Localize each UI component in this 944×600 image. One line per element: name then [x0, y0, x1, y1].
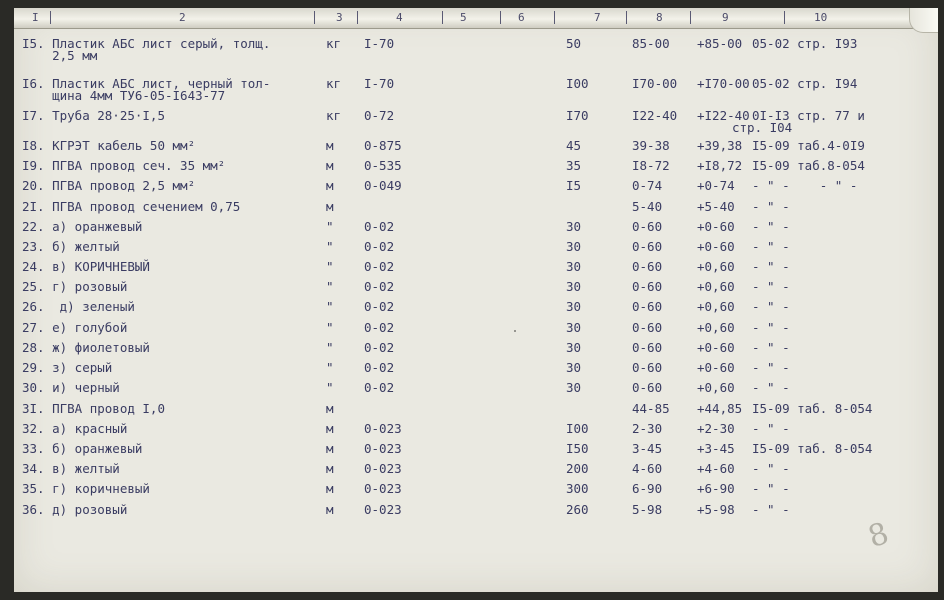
column-divider — [690, 11, 691, 24]
column-header: 8 — [656, 11, 663, 24]
item-quantity: 30 — [566, 340, 582, 355]
item-reference: - " - — [752, 502, 790, 517]
item-reference: - " - — [752, 461, 790, 476]
item-reference: - " - — [752, 421, 790, 436]
column-divider — [314, 11, 315, 24]
item-norm: 0-023 — [364, 502, 402, 517]
item-price: 44-85 — [632, 401, 670, 416]
item-sum: +85-00 — [697, 36, 743, 51]
item-price: 0-60 — [632, 299, 663, 314]
column-header: 9 — [722, 11, 729, 24]
item-unit: " — [326, 360, 334, 375]
item-unit: " — [326, 340, 334, 355]
item-sum: +0-60 — [697, 340, 735, 355]
item-name: 36. д) розовый — [22, 502, 128, 517]
item-reference: - " - — [752, 320, 790, 335]
item-unit: " — [326, 259, 334, 274]
item-price: 0-60 — [632, 219, 663, 234]
item-sum: +0-60 — [697, 239, 735, 254]
item-reference: I5-09 таб. 8-054 — [752, 441, 873, 456]
column-divider — [626, 11, 627, 24]
item-sum: +0,60 — [697, 320, 735, 335]
header-strip — [14, 8, 938, 29]
item-price: 0-60 — [632, 360, 663, 375]
item-unit: " — [326, 219, 334, 234]
item-norm: 0-02 — [364, 299, 395, 314]
column-divider — [784, 11, 785, 24]
item-norm: 0-02 — [364, 279, 395, 294]
item-sum: +0-60 — [697, 219, 735, 234]
item-quantity: 30 — [566, 219, 582, 234]
item-sum: +5-98 — [697, 502, 735, 517]
item-name: 23. б) желтый — [22, 239, 120, 254]
column-header: 6 — [518, 11, 525, 24]
item-unit: м — [326, 138, 334, 153]
document-sheet — [14, 8, 938, 592]
item-sum: +I70-00 — [697, 76, 750, 91]
column-header: 2 — [179, 11, 186, 24]
item-sum: +0,60 — [697, 380, 735, 395]
item-reference: I5-09 таб.4-0I9 — [752, 138, 865, 153]
item-name: 2I. ПГВА провод сечением 0,75 — [22, 199, 241, 214]
item-reference: - " - — [752, 199, 790, 214]
item-norm: 0-023 — [364, 481, 402, 496]
item-price: 0-60 — [632, 340, 663, 355]
item-name: 29. з) серый — [22, 360, 113, 375]
item-reference: - " - — [752, 239, 790, 254]
item-quantity: I5 — [566, 178, 582, 193]
item-unit: м — [326, 461, 334, 476]
item-norm: 0-02 — [364, 380, 395, 395]
item-norm: 0-875 — [364, 138, 402, 153]
item-quantity: 200 — [566, 461, 589, 476]
column-header: 5 — [460, 11, 467, 24]
item-norm: 0-02 — [364, 340, 395, 355]
item-unit: м — [326, 158, 334, 173]
item-name: 26. д) зеленый — [22, 299, 135, 314]
item-norm: 0-02 — [364, 239, 395, 254]
item-price: 6-90 — [632, 481, 663, 496]
item-unit: кг — [326, 36, 342, 51]
item-sum: +0,60 — [697, 299, 735, 314]
item-unit: м — [326, 441, 334, 456]
item-price: 0-60 — [632, 320, 663, 335]
item-price: 3-45 — [632, 441, 663, 456]
item-quantity: 30 — [566, 380, 582, 395]
item-name: 24. в) КОРИЧНЕВЫЙ — [22, 259, 150, 274]
item-quantity: 30 — [566, 259, 582, 274]
item-quantity: 50 — [566, 36, 582, 51]
column-divider — [554, 11, 555, 24]
item-price: I8-72 — [632, 158, 670, 173]
item-quantity: I00 — [566, 421, 589, 436]
item-sum: +0-74 — [697, 178, 735, 193]
item-norm: 0-02 — [364, 320, 395, 335]
item-name: 22. а) оранжевый — [22, 219, 143, 234]
item-reference: 05-02 стр. I94 — [752, 76, 858, 91]
column-divider — [357, 11, 358, 24]
item-sum: +0,60 — [697, 259, 735, 274]
item-quantity: 30 — [566, 360, 582, 375]
item-sum: +0,60 — [697, 279, 735, 294]
item-quantity: I00 — [566, 76, 589, 91]
item-norm: 0-02 — [364, 259, 395, 274]
item-name-continuation: щина 4мм ТУ6-05-I643-77 — [22, 88, 226, 103]
item-norm: 0-049 — [364, 178, 402, 193]
item-price: 5-98 — [632, 502, 663, 517]
item-norm: 0-023 — [364, 421, 402, 436]
column-divider — [50, 11, 51, 24]
item-name: 3I. ПГВА провод I,0 — [22, 401, 165, 416]
item-quantity: 30 — [566, 320, 582, 335]
item-unit: м — [326, 502, 334, 517]
item-price: 85-00 — [632, 36, 670, 51]
item-quantity: 300 — [566, 481, 589, 496]
item-price: 2-30 — [632, 421, 663, 436]
item-reference: - " - — [752, 219, 790, 234]
item-sum: +0-60 — [697, 360, 735, 375]
column-header: 10 — [814, 11, 828, 24]
item-name: 35. г) коричневый — [22, 481, 150, 496]
item-unit: кг — [326, 76, 342, 91]
item-norm: 0-72 — [364, 108, 395, 123]
item-sum: +2-30 — [697, 421, 735, 436]
item-price: 0-60 — [632, 259, 663, 274]
item-reference: - " - — [752, 481, 790, 496]
item-quantity: 30 — [566, 299, 582, 314]
paper-speck — [514, 330, 516, 332]
item-reference: I5-09 таб. 8-054 — [752, 401, 873, 416]
item-sum: +44,85 — [697, 401, 743, 416]
item-quantity: 35 — [566, 158, 582, 173]
item-reference: - " - — [752, 340, 790, 355]
item-reference: - " - - " - — [752, 178, 858, 193]
column-header: 3 — [336, 11, 343, 24]
item-price: 0-60 — [632, 239, 663, 254]
item-unit: м — [326, 401, 334, 416]
item-norm: 0-023 — [364, 461, 402, 476]
item-sum: +5-40 — [697, 199, 735, 214]
item-name: 28. ж) фиолетовый — [22, 340, 150, 355]
item-reference-continuation: стр. I04 — [732, 120, 793, 135]
column-header: I — [32, 11, 39, 24]
item-sum: +6-90 — [697, 481, 735, 496]
item-price: 4-60 — [632, 461, 663, 476]
item-sum: +3-45 — [697, 441, 735, 456]
column-header: 7 — [594, 11, 601, 24]
item-unit: кг — [326, 108, 342, 123]
item-norm: I-70 — [364, 36, 395, 51]
item-unit: " — [326, 279, 334, 294]
item-name: 27. е) голубой — [22, 320, 128, 335]
column-header: 4 — [396, 11, 403, 24]
item-name: 25. г) розовый — [22, 279, 128, 294]
item-quantity: 30 — [566, 279, 582, 294]
item-unit: м — [326, 199, 334, 214]
item-quantity: I70 — [566, 108, 589, 123]
item-sum: +39,38 — [697, 138, 743, 153]
item-unit: " — [326, 299, 334, 314]
margin-mark: 8 — [864, 515, 894, 556]
item-name: 30. и) черный — [22, 380, 120, 395]
item-name: 33. б) оранжевый — [22, 441, 143, 456]
item-quantity: 45 — [566, 138, 582, 153]
item-name-continuation: 2,5 мм — [22, 48, 98, 63]
item-norm: 0-02 — [364, 219, 395, 234]
item-price: 39-38 — [632, 138, 670, 153]
item-reference: 05-02 стр. I93 — [752, 36, 858, 51]
item-norm: 0-023 — [364, 441, 402, 456]
item-name: I5. Пластик АБС лист серый, толщ. — [22, 36, 271, 51]
item-unit: " — [326, 380, 334, 395]
item-unit: м — [326, 481, 334, 496]
item-reference: - " - — [752, 360, 790, 375]
item-sum: +4-60 — [697, 461, 735, 476]
item-unit: " — [326, 239, 334, 254]
column-divider — [500, 11, 501, 24]
item-norm: 0-02 — [364, 360, 395, 375]
item-unit: " — [326, 320, 334, 335]
item-sum: +I22-40 — [697, 108, 750, 123]
item-name: I6. Пластик АБС лист, черный тол- — [22, 76, 271, 91]
item-reference: 0I-I3 стр. 77 и — [752, 108, 865, 123]
item-name: I8. КГРЭТ кабель 50 мм² — [22, 138, 196, 153]
item-reference: - " - — [752, 279, 790, 294]
item-reference: - " - — [752, 380, 790, 395]
item-name: I9. ПГВА провод сеч. 35 мм² — [22, 158, 226, 173]
item-price: 0-60 — [632, 380, 663, 395]
item-reference: - " - — [752, 299, 790, 314]
paper-roll-end — [909, 8, 938, 33]
item-price: 0-74 — [632, 178, 663, 193]
item-name: 32. а) красный — [22, 421, 128, 436]
item-norm: 0-535 — [364, 158, 402, 173]
item-price: 5-40 — [632, 199, 663, 214]
item-name: 20. ПГВА провод 2,5 мм² — [22, 178, 196, 193]
item-price: I22-40 — [632, 108, 678, 123]
item-price: I70-00 — [632, 76, 678, 91]
item-norm: I-70 — [364, 76, 395, 91]
item-quantity: 30 — [566, 239, 582, 254]
item-price: 0-60 — [632, 279, 663, 294]
item-name: 34. в) желтый — [22, 461, 120, 476]
item-quantity: I50 — [566, 441, 589, 456]
item-reference: I5-09 таб.8-054 — [752, 158, 865, 173]
column-divider — [442, 11, 443, 24]
item-reference: - " - — [752, 259, 790, 274]
item-unit: м — [326, 421, 334, 436]
item-name: I7. Труба 28·25·I,5 — [22, 108, 165, 123]
item-unit: м — [326, 178, 334, 193]
item-quantity: 260 — [566, 502, 589, 517]
item-sum: +I8,72 — [697, 158, 743, 173]
